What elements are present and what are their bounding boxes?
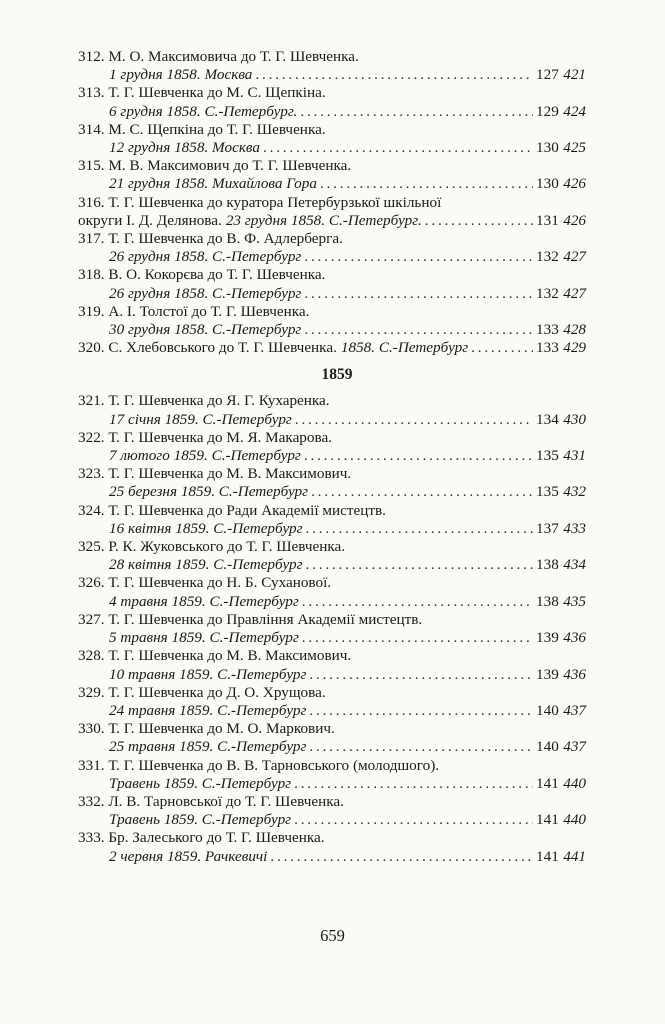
toc-entry <box>78 339 586 357</box>
entry-date-place: 5 травня 1859. С.-Петербург <box>109 629 299 647</box>
entry-date-row <box>78 666 586 684</box>
dot-leader <box>309 702 533 720</box>
dot-leader <box>304 321 533 339</box>
dot-leader <box>320 175 533 193</box>
comment-page-ref: 430 <box>563 410 586 428</box>
entry-date-row <box>78 248 586 266</box>
entry-date-row <box>78 139 586 157</box>
dot-leader <box>270 848 533 866</box>
toc-entry <box>78 647 586 683</box>
page-ref: 135 <box>536 483 559 501</box>
dot-leader <box>302 593 533 611</box>
page-ref: 130 <box>536 139 559 157</box>
entry-title-continuation: округи І. Д. Делянова. <box>78 211 222 229</box>
toc-entry <box>78 757 586 793</box>
page-ref: 131 <box>536 211 559 229</box>
dot-leader <box>263 139 533 157</box>
entry-date-row <box>78 848 586 866</box>
comment-page-ref: 437 <box>563 701 586 719</box>
page-ref: 139 <box>536 665 559 683</box>
page-ref: 139 <box>536 629 559 647</box>
entry-date-row <box>78 175 586 193</box>
entry-title: 324. Т. Г. Шевченка до Ради Академії мистецтв. <box>78 501 386 519</box>
comment-page-ref: 424 <box>563 102 586 120</box>
comment-page-ref: 436 <box>563 665 586 683</box>
comment-page-ref: 437 <box>563 738 586 756</box>
comment-page-ref: 432 <box>563 483 586 501</box>
toc-entry <box>78 48 586 84</box>
page-ref: 134 <box>536 410 559 428</box>
entry-date-place: 26 грудня 1858. С.-Петербург <box>109 248 302 266</box>
page-number: 659 <box>320 926 345 945</box>
comment-page-ref: 427 <box>563 248 586 266</box>
toc-entry <box>78 303 586 339</box>
entry-date-place: 1 грудня 1858. Москва <box>109 66 253 84</box>
entry-title: 317. Т. Г. Шевченка до В. Ф. Адлерберга. <box>78 230 343 248</box>
entry-date-place: 4 травня 1859. С.-Петербург <box>109 592 299 610</box>
entry-date-row <box>78 411 586 429</box>
toc-entry <box>78 829 586 865</box>
entry-date-place: 30 грудня 1858. С.-Петербург <box>109 321 302 339</box>
entry-title: 318. В. О. Кокорєва до Т. Г. Шевченка. <box>78 266 326 284</box>
comment-page-ref: 434 <box>563 556 586 574</box>
dot-leader <box>304 285 533 303</box>
entry-title: 326. Т. Г. Шевченка до Н. Б. Суханової. <box>78 574 332 592</box>
entry-title: 327. Т. Г. Шевченка до Правління Академії мистецтв. <box>78 610 423 628</box>
toc-entry <box>78 574 586 610</box>
toc-entry <box>78 157 586 193</box>
entry-date-row <box>78 593 586 611</box>
toc-entry <box>78 230 586 266</box>
page-ref: 130 <box>536 175 559 193</box>
page-ref: 129 <box>536 102 559 120</box>
entry-title: 319. А. І. Толстої до Т. Г. Шевченка. <box>78 302 310 320</box>
dot-leader <box>309 666 533 684</box>
toc-entry <box>78 538 586 574</box>
entry-date-row <box>78 285 586 303</box>
entry-title: 325. Р. К. Жуковського до Т. Г. Шевченка. <box>78 538 346 556</box>
entry-date-place: Травень 1859. С.-Петербург <box>109 811 292 829</box>
entry-date-row <box>78 483 586 501</box>
entry-date-row <box>78 520 586 538</box>
toc-entry <box>78 502 586 538</box>
entry-date-row <box>78 339 586 357</box>
dot-leader <box>311 483 533 501</box>
comment-page-ref: 425 <box>563 139 586 157</box>
toc-entry <box>78 684 586 720</box>
entry-date-place: Травень 1859. С.-Петербург <box>109 774 292 792</box>
table-of-contents <box>78 48 586 866</box>
page-ref: 138 <box>536 592 559 610</box>
dot-leader <box>294 775 533 793</box>
entry-date-place: 10 травня 1859. С.-Петербург <box>109 665 307 683</box>
entry-date-row <box>78 447 586 465</box>
toc-entry <box>78 121 586 157</box>
dot-leader <box>302 629 533 647</box>
entry-date-row <box>78 66 586 84</box>
toc-entry <box>78 194 586 230</box>
page-ref: 141 <box>536 774 559 792</box>
dot-leader <box>304 248 533 266</box>
dot-leader <box>294 811 533 829</box>
dot-leader <box>295 411 533 429</box>
entry-title: 330. Т. Г. Шевченка до М. О. Маркович. <box>78 720 335 738</box>
entry-date-place: 2 червня 1859. Рачкевичі <box>109 847 268 865</box>
entry-title: 331. Т. Г. Шевченка до В. В. Тарновського (молодшого). <box>78 756 440 774</box>
entry-date-place: 28 квітня 1859. С.-Петербург <box>109 556 303 574</box>
page-ref: 141 <box>536 847 559 865</box>
entry-date-row <box>78 556 586 574</box>
comment-page-ref: 428 <box>563 321 586 339</box>
entry-date-place: 24 травня 1859. С.-Петербург <box>109 701 307 719</box>
page-ref: 133 <box>536 321 559 339</box>
entry-date-row <box>78 738 586 756</box>
page-ref: 140 <box>536 701 559 719</box>
toc-entry <box>78 392 586 428</box>
entry-date-place: 1858. С.-Петербург <box>340 339 469 357</box>
entry-title-continuation: 320. С. Хлебовського до Т. Г. Шевченка. <box>78 339 337 357</box>
comment-page-ref: 429 <box>563 339 586 357</box>
entry-date-row <box>78 321 586 339</box>
comment-page-ref: 431 <box>563 447 586 465</box>
page-ref: 140 <box>536 738 559 756</box>
comment-page-ref: 421 <box>563 66 586 84</box>
dot-leader <box>306 520 533 538</box>
entry-title: 315. М. В. Максимович до Т. Г. Шевченка. <box>78 157 352 175</box>
comment-page-ref: 426 <box>563 211 586 229</box>
comment-page-ref: 433 <box>563 519 586 537</box>
entry-date-place: 25 березня 1859. С.-Петербург <box>109 483 309 501</box>
dot-leader <box>471 339 533 357</box>
entry-title: 328. Т. Г. Шевченка до М. В. Максимович. <box>78 647 352 665</box>
entry-title: 314. М. С. Щепкіна до Т. Г. Шевченка. <box>78 120 326 138</box>
entry-title: 333. Бр. Залеського до Т. Г. Шевченка. <box>78 829 325 847</box>
entry-date-row <box>78 629 586 647</box>
page-ref: 141 <box>536 811 559 829</box>
entry-date-place: 21 грудня 1858. Михайлова Гора <box>109 175 317 193</box>
entry-title: 329. Т. Г. Шевченка до Д. О. Хрущова. <box>78 683 326 701</box>
comment-page-ref: 426 <box>563 175 586 193</box>
entry-title: 322. Т. Г. Шевченка до М. Я. Макарова. <box>78 428 333 446</box>
comment-page-ref: 436 <box>563 629 586 647</box>
page-ref: 127 <box>536 66 559 84</box>
toc-entry <box>78 611 586 647</box>
entry-date-place: 16 квітня 1859. С.-Петербург <box>109 519 303 537</box>
page-ref: 137 <box>536 519 559 537</box>
toc-entry <box>78 793 586 829</box>
entry-date-place: 26 грудня 1858. С.-Петербург <box>109 284 302 302</box>
entry-title: 312. М. О. Максимовича до Т. Г. Шевченка. <box>78 48 359 65</box>
dot-leader <box>304 447 533 465</box>
page-ref: 132 <box>536 248 559 266</box>
page-ref: 138 <box>536 556 559 574</box>
comment-page-ref: 427 <box>563 284 586 302</box>
dot-leader <box>255 66 533 84</box>
entry-title: 313. Т. Г. Шевченка до М. С. Щепкіна. <box>78 84 326 102</box>
entry-date-place: 17 січня 1859. С.-Петербург <box>109 410 292 428</box>
entry-date-place: 25 травня 1859. С.-Петербург <box>109 738 307 756</box>
page-ref: 135 <box>536 447 559 465</box>
toc-entry <box>78 720 586 756</box>
entry-title: 321. Т. Г. Шевченка до Я. Г. Кухаренка. <box>78 392 330 410</box>
dot-leader <box>425 212 533 230</box>
dot-leader <box>306 556 533 574</box>
entry-date-row <box>78 811 586 829</box>
entry-date-row <box>78 702 586 720</box>
comment-page-ref: 440 <box>563 774 586 792</box>
entry-date-row <box>78 212 586 230</box>
entry-date-place: 6 грудня 1858. С.-Петербург. <box>109 102 298 120</box>
entry-title: 316. Т. Г. Шевченка до куратора Петербурзької шкільної <box>78 193 442 211</box>
toc-entry <box>78 266 586 302</box>
page-ref: 132 <box>536 284 559 302</box>
year-heading: 1859 <box>321 366 353 384</box>
toc-entry <box>78 465 586 501</box>
entry-date-place: 7 лютого 1859. С.-Петербург <box>109 447 301 465</box>
toc-entry <box>78 84 586 120</box>
entry-date-row <box>78 103 586 121</box>
entry-title: 332. Л. В. Тарновської до Т. Г. Шевченка. <box>78 792 344 810</box>
dot-leader <box>300 103 533 121</box>
entry-title: 323. Т. Г. Шевченка до М. В. Максимович. <box>78 465 352 483</box>
toc-entry <box>78 429 586 465</box>
page-ref: 133 <box>536 339 559 357</box>
comment-page-ref: 441 <box>563 847 586 865</box>
entry-date-place: 23 грудня 1858. С.-Петербург. <box>225 211 422 229</box>
comment-page-ref: 435 <box>563 592 586 610</box>
dot-leader <box>309 738 533 756</box>
entry-date-place: 12 грудня 1858. Москва <box>109 139 260 157</box>
comment-page-ref: 440 <box>563 811 586 829</box>
entry-date-row <box>78 775 586 793</box>
